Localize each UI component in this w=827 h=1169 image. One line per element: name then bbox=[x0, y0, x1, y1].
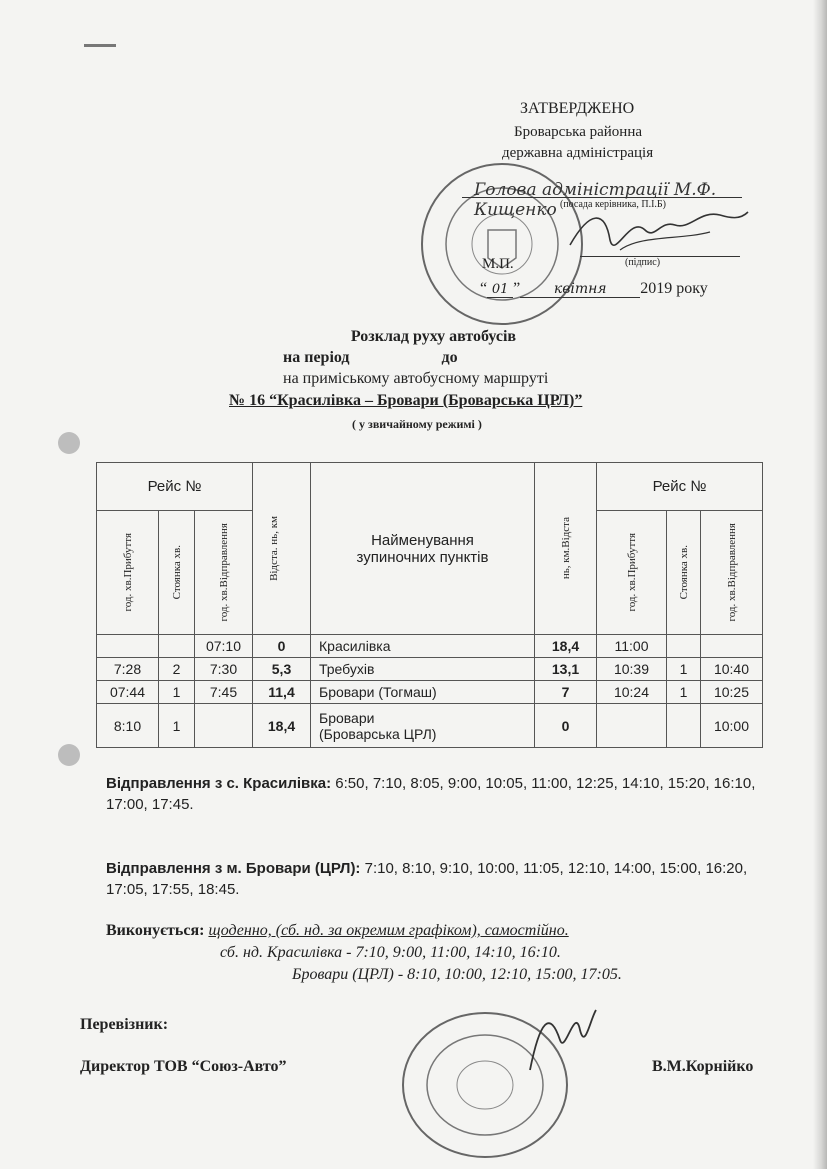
director-name: В.М.Корнійко bbox=[652, 1058, 754, 1075]
scan-edge-shadow bbox=[813, 0, 827, 1169]
route-type: на приміському автобусному маршруті bbox=[283, 370, 549, 387]
table-row: 7:28 2 7:30 5,3 Требухів 13,1 10:39 1 10:40 bbox=[97, 658, 763, 681]
punch-hole-top bbox=[58, 432, 80, 454]
date-month: квітня bbox=[520, 281, 640, 298]
date-close-quote: ” bbox=[513, 280, 521, 297]
signature-caption: (підпис) bbox=[625, 257, 661, 268]
punch-hole-bottom bbox=[58, 744, 80, 766]
org-line-2: державна адміністрація bbox=[502, 145, 654, 161]
distance-right-header: нь, км.Відста bbox=[535, 463, 597, 635]
handwritten-signature bbox=[560, 200, 750, 260]
period-line bbox=[283, 349, 458, 367]
approved-heading: ЗАТВЕРДЖЕНО bbox=[520, 100, 635, 117]
seal-label: М.П. bbox=[482, 256, 514, 272]
date-year: 2019 року bbox=[640, 280, 708, 297]
position-caption: (посада керівника, П.І.Б) bbox=[560, 199, 666, 210]
period-to: до bbox=[441, 349, 458, 366]
schedule-table bbox=[96, 462, 763, 748]
director-title: Директор ТОВ “Союз-Авто” bbox=[80, 1058, 287, 1075]
stop-right-header: Стоянка хв. bbox=[667, 511, 701, 635]
arrival-left-header: год. хв.Прибуття bbox=[97, 511, 159, 635]
date-day: 01 bbox=[487, 282, 513, 298]
departure-right-header: год. хв.Відправлення bbox=[701, 511, 763, 635]
handwritten-position: Голова адміністрації М.Ф. Кищенко bbox=[474, 180, 717, 220]
position-line bbox=[462, 197, 742, 198]
stop-left-header: Стоянка хв. bbox=[159, 511, 195, 635]
date-open-quote: “ bbox=[480, 280, 488, 297]
period-from: на період bbox=[283, 349, 350, 366]
weekend-brovary: Бровари (ЦРЛ) - 8:10, 10:00, 12:10, 15:00, 17:05. bbox=[292, 966, 622, 983]
corner-mark bbox=[84, 44, 116, 47]
arrival-right-header: год. хв.Прибуття bbox=[597, 511, 667, 635]
table-row: 07:44 1 7:45 11,4 Бровари (Тогмаш) 7 10:24 1 10:25 bbox=[97, 681, 763, 704]
departure-left-header: год. хв.Відправлення bbox=[195, 511, 253, 635]
table-row: 8:10 1 18,4 Бровари (Броварська ЦРЛ) 0 10:00 bbox=[97, 704, 763, 748]
weekend-krasylivka: сб. нд. Красилівка - 7:10, 9:00, 11:00, 14:10, 16:10. bbox=[220, 944, 561, 961]
route-mode: ( у звичайному режимі ) bbox=[352, 417, 482, 431]
right-trip-header: Рейс № bbox=[597, 463, 763, 511]
route-name: № 16 “Красилівка – Бровари (Броварська ЦРЛ)” bbox=[229, 392, 583, 409]
approval-date bbox=[480, 280, 708, 298]
operation-line: Виконується: щоденно, (сб. нд. за окремим графіком), самостійно. bbox=[106, 922, 569, 939]
carrier-label: Перевізник: bbox=[80, 1016, 169, 1033]
schedule-title: Розклад руху автобусів bbox=[350, 328, 517, 345]
departures-brovary: Відправлення з м. Бровари (ЦРЛ): 7:10, 8:10, 9:10, 10:00, 11:05, 12:10, 14:00, 15:00, 16:20, 17:05, 17:55, 18:45. bbox=[106, 860, 748, 898]
stops-header: Найменування зупиночних пунктів bbox=[311, 463, 535, 635]
org-line-1: Броварська районна bbox=[514, 124, 643, 140]
distance-left-header: Відста. нь, км bbox=[253, 463, 311, 635]
table-row: 07:10 0 Красилівка 18,4 11:00 bbox=[97, 635, 763, 658]
left-trip-header: Рейс № bbox=[97, 463, 253, 511]
director-signature bbox=[520, 1000, 600, 1080]
departures-krasylivka: Відправлення з с. Красилівка: 6:50, 7:10, 8:05, 9:00, 10:05, 11:00, 12:25, 14:10, 15:20, 16:10, 17:00, 17:45. bbox=[106, 775, 756, 813]
